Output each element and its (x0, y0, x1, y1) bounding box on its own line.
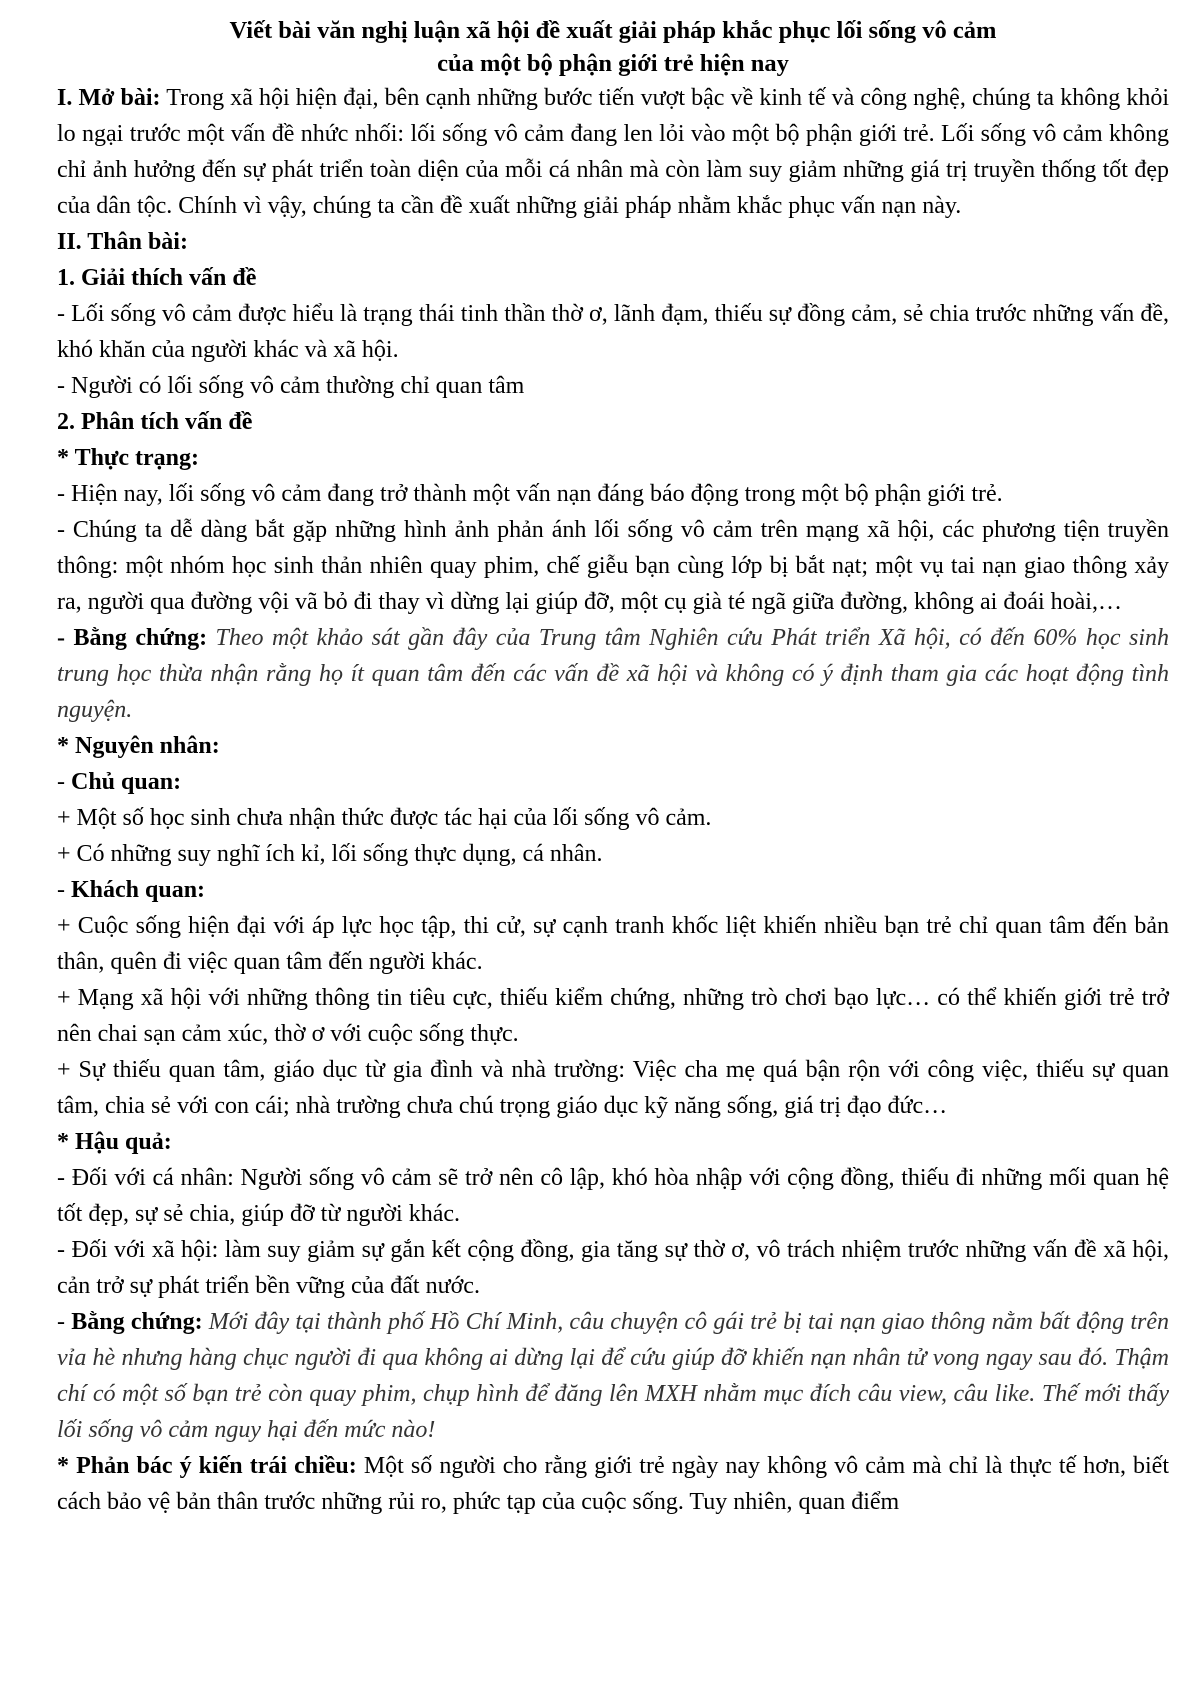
causes-objective-heading (57, 872, 1169, 908)
status-evidence-text: Theo một khảo sát gần đây của Trung tâm Nghiên cứu Phát triển Xã hội, có đến 60% học sinh trung học thừa nhận rằng họ ít quan tâm đến các vấn đề xã hội và không có ý định tham gia các hoạt động tình nguyện. (57, 625, 1169, 723)
intro-text: Trong xã hội hiện đại, bên cạnh những bước tiến vượt bậc về kinh tế và công nghệ, chúng ta không khỏi lo ngại trước một vấn đề nhức nhối: lối sống vô cảm đang len lỏi vào một bộ phận giới trẻ. Lối sống vô cảm không chỉ ảnh hưởng đến sự phát triển toàn diện của mỗi cá nhân mà còn làm suy giảm những giá trị truyền thống tốt đẹp của dân tộc. Chính vì vậy, chúng ta cần đề xuất những giải pháp nhằm khắc phục vấn nạn này. (57, 85, 1169, 219)
explain-paragraph-2: - Người có lối sống vô cảm thường chỉ quan tâm (57, 373, 525, 399)
intro-paragraph (57, 80, 1169, 224)
consequences-paragraph-1: - Đối với cá nhân: Người sống vô cảm sẽ trở nên cô lập, khó hòa nhập với cộng đồng, thiếu đi những mối quan hệ tốt đẹp, sự sẻ chia, giúp đỡ từ người khác. (57, 1165, 1169, 1227)
consequences-evidence-label: Bằng chứng: (71, 1309, 203, 1335)
subjective-label: Chủ quan: (71, 769, 182, 795)
explain-heading: 1. Giải thích vấn đề (57, 265, 257, 291)
document-title (57, 14, 1169, 80)
status-paragraph-1: - Hiện nay, lối sống vô cảm đang trở thành một vấn nạn đáng báo động trong một bộ phận giới trẻ. (57, 481, 1003, 507)
objective-item-2: + Mạng xã hội với những thông tin tiêu cực, thiếu kiểm chứng, những trò chơi bạo lực… có thể khiến giới trẻ trở nên chai sạn cảm xúc, thờ ơ với cuộc sống thực. (57, 985, 1169, 1047)
consequences-evidence-dash: - (57, 1309, 72, 1335)
status-evidence (57, 620, 1169, 728)
consequences-paragraph-2: - Đối với xã hội: làm suy giảm sự gắn kết cộng đồng, gia tăng sự thờ ơ, vô trách nhiệm trước những vấn đề xã hội, cản trở sự phát triển bền vững của đất nước. (57, 1237, 1169, 1299)
explain-paragraph-1: - Lối sống vô cảm được hiểu là trạng thái tinh thần thờ ơ, lãnh đạm, thiếu sự đồng cảm, sẻ chia trước những vấn đề, khó khăn của người khác và xã hội. (57, 301, 1169, 363)
objective-dash: - (57, 877, 71, 903)
objective-item-3: + Sự thiếu quan tâm, giáo dục từ gia đình và nhà trường: Việc cha mẹ quá bận rộn với công việc, thiếu sự quan tâm, chia sẻ với con cái; nhà trường chưa chú trọng giáo dục kỹ năng sống, giá trị đạo đức… (57, 1057, 1169, 1119)
body-heading: II. Thân bài: (57, 229, 188, 255)
title-line-1: Viết bài văn nghị luận xã hội đề xuất giải pháp khắc phục lối sống vô cảm (229, 17, 997, 44)
objective-label: Khách quan: (71, 877, 206, 903)
status-evidence-dash: - (57, 625, 74, 651)
causes-subjective-heading (57, 764, 1169, 800)
consequences-evidence-text: Mới đây tại thành phố Hồ Chí Minh, câu chuyện cô gái trẻ bị tai nạn giao thông nằm bất động trên vỉa hè nhưng hàng chục người đi qua không ai dừng lại để cứu giúp đỡ khiến nạn nhân tử vong ngay sau đó. Thậm chí có một số bạn trẻ còn quay phim, chụp hình để đăng lên MXH nhằm mục đích câu view, câu like. Thế mới thấy lối sống vô cảm nguy hại đến mức nào! (57, 1309, 1169, 1443)
subjective-item-2: + Có những suy nghĩ ích kỉ, lối sống thực dụng, cá nhân. (57, 841, 603, 867)
rebuttal-text: Một số người cho rằng giới trẻ ngày nay không vô cảm mà chỉ là thực tế hơn, biết cách bảo vệ bản thân trước những rủi ro, phức tạp của cuộc sống. Tuy nhiên, quan điểm (57, 1453, 1170, 1515)
consequences-evidence (57, 1304, 1169, 1448)
rebuttal-label: * Phản bác ý kiến trái chiều: (57, 1453, 357, 1479)
status-evidence-label: Bằng chứng: (73, 625, 208, 651)
status-heading: * Thực trạng: (57, 445, 199, 471)
intro-label: I. Mở bài: (57, 85, 161, 111)
analysis-heading: 2. Phân tích vấn đề (57, 409, 253, 435)
consequences-heading: * Hậu quả: (57, 1129, 172, 1155)
document-page (57, 14, 1169, 1520)
rebuttal-paragraph (57, 1448, 1169, 1520)
subjective-dash: - (57, 769, 71, 795)
subjective-item-1: + Một số học sinh chưa nhận thức được tác hại của lối sống vô cảm. (57, 805, 712, 831)
title-line-2: của một bộ phận giới trẻ hiện nay (437, 50, 789, 77)
causes-heading: * Nguyên nhân: (57, 733, 220, 759)
status-paragraph-2: - Chúng ta dễ dàng bắt gặp những hình ảnh phản ánh lối sống vô cảm trên mạng xã hội, các phương tiện truyền thông: một nhóm học sinh thản nhiên quay phim, chế giễu bạn cùng lớp bị bắt nạt; một vụ tai nạn giao thông xảy ra, người qua đường vội vã bỏ đi thay vì dừng lại giúp đỡ, một cụ già té ngã giữa đường, không ai đoái hoài,… (57, 517, 1169, 615)
objective-item-1: + Cuộc sống hiện đại với áp lực học tập, thi cử, sự cạnh tranh khốc liệt khiến nhiều bạn trẻ chỉ quan tâm đến bản thân, quên đi việc quan tâm đến người khác. (57, 913, 1169, 975)
